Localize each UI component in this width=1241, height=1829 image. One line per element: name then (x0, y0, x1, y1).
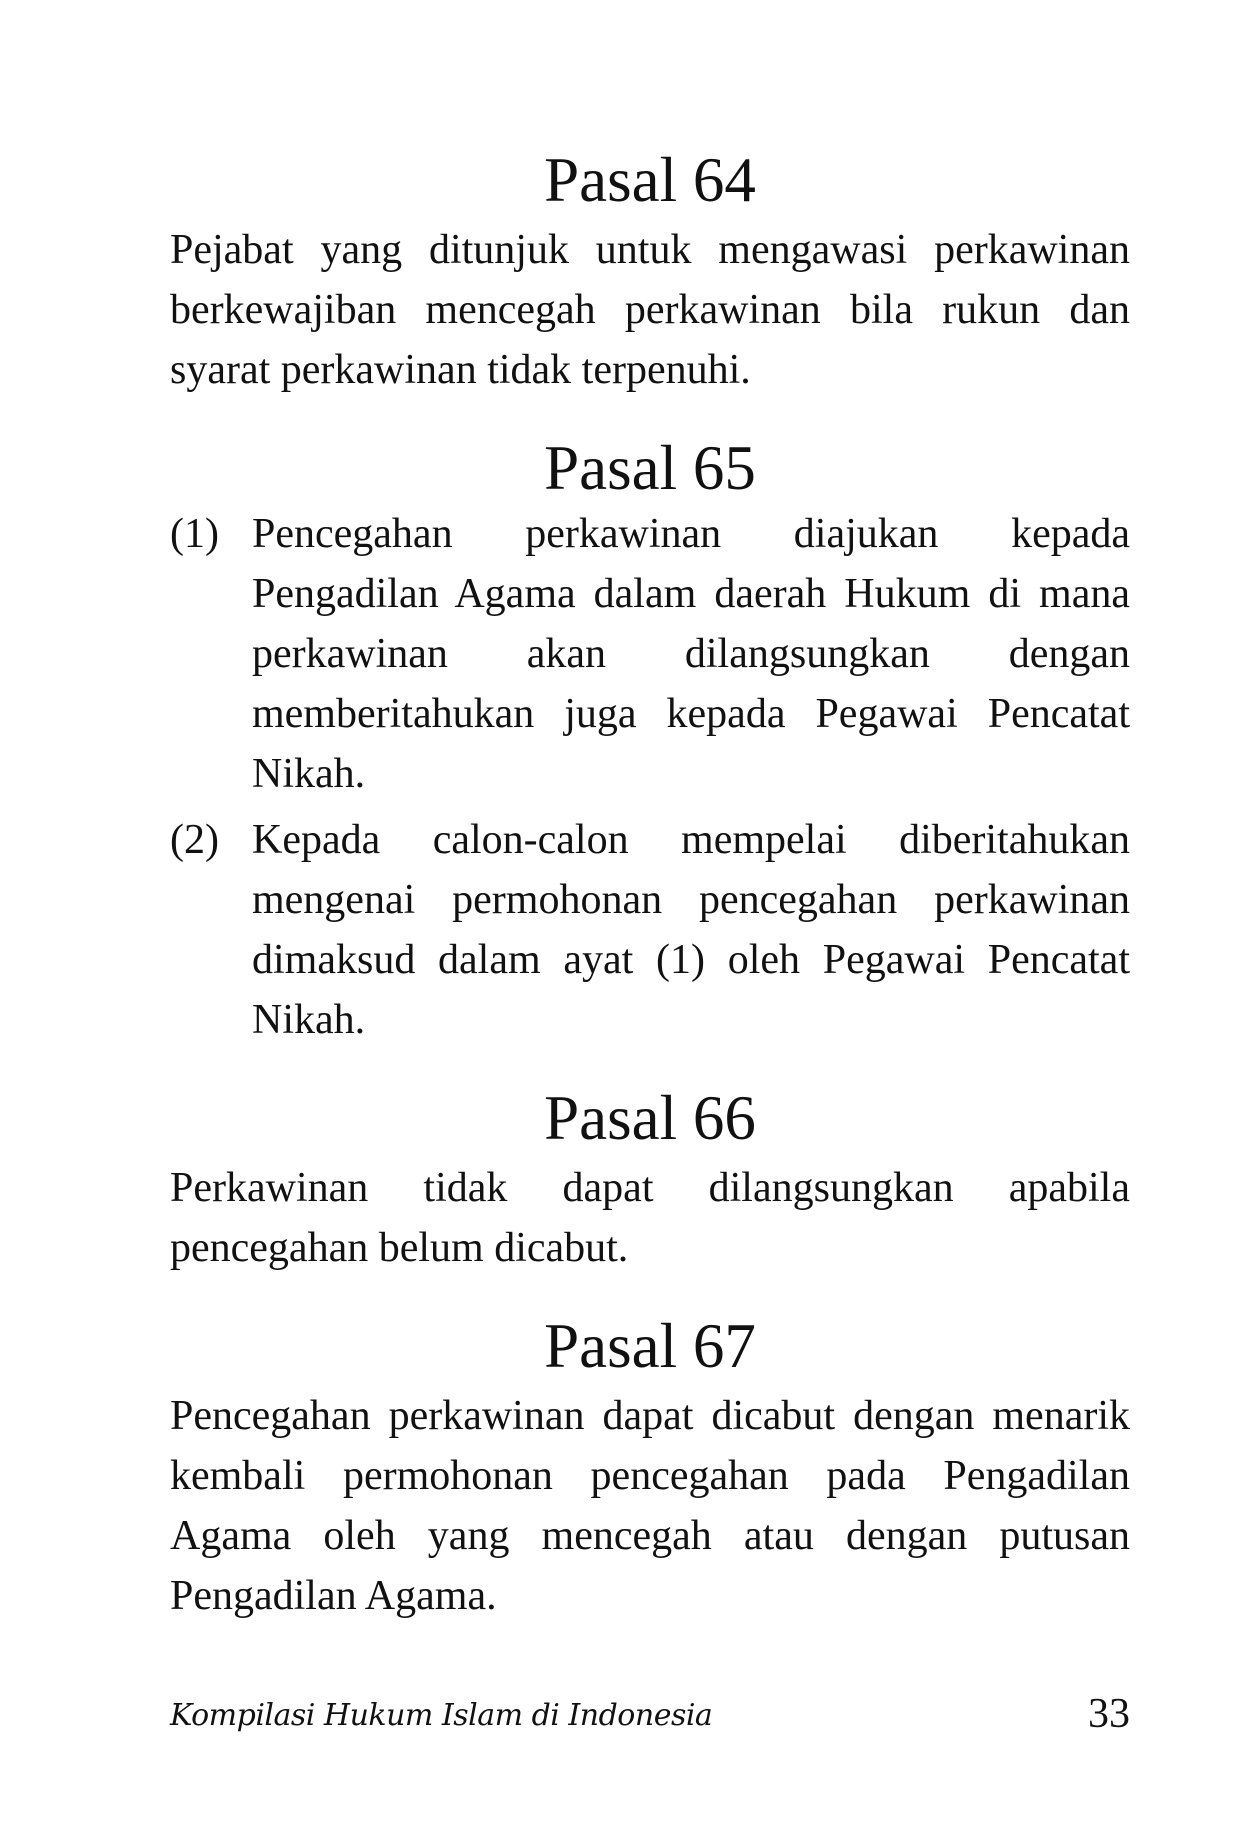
section-paragraph: Perkawinan tidak dapat dilangsungkan apabila pencegahan belum dicabut. (170, 1165, 1130, 1271)
item-number: (2) (170, 817, 219, 863)
pasal-65 (170, 433, 1130, 1050)
section-heading: Pasal 66 (544, 1083, 756, 1153)
pasal-64 (170, 145, 1130, 400)
section-heading: Pasal 65 (544, 433, 756, 503)
section-paragraph: Pencegahan perkawinan dapat dicabut dengan menarik kembali permohonan pencegahan pada Pengadilan Agama oleh yang mencegah atau dengan putusan Pengadilan Agama. (170, 1393, 1130, 1619)
page-footer (170, 1690, 1130, 1750)
list-item (170, 504, 1130, 804)
item-text: Pencegahan perkawinan diajukan kepada Pengadilan Agama dalam daerah Hukum di mana perkawinan akan dilangsungkan dengan memberitahukan juga kepada Pegawai Pencatat Nikah. (252, 511, 1130, 797)
list-item (170, 810, 1130, 1050)
page-content (170, 145, 1130, 1626)
section-heading: Pasal 64 (544, 145, 756, 215)
item-text: Kepada calon-calon mempelai diberitahukan mengenai permohonan pencegahan perkawinan dimaksud dalam ayat (1) oleh Pegawai Pencatat Nikah. (252, 817, 1130, 1043)
book-title: Kompilasi Hukum Islam di Indonesia (170, 1698, 713, 1733)
item-number: (1) (170, 511, 219, 557)
section-paragraph: Pejabat yang ditunjuk untuk mengawasi perkawinan berkewajiban mencegah perkawinan bila rukun dan syarat perkawinan tidak terpenuhi. (170, 227, 1130, 393)
page-number: 33 (1088, 1691, 1130, 1737)
pasal-67 (170, 1311, 1130, 1626)
pasal-66 (170, 1083, 1130, 1278)
section-heading: Pasal 67 (544, 1311, 756, 1381)
